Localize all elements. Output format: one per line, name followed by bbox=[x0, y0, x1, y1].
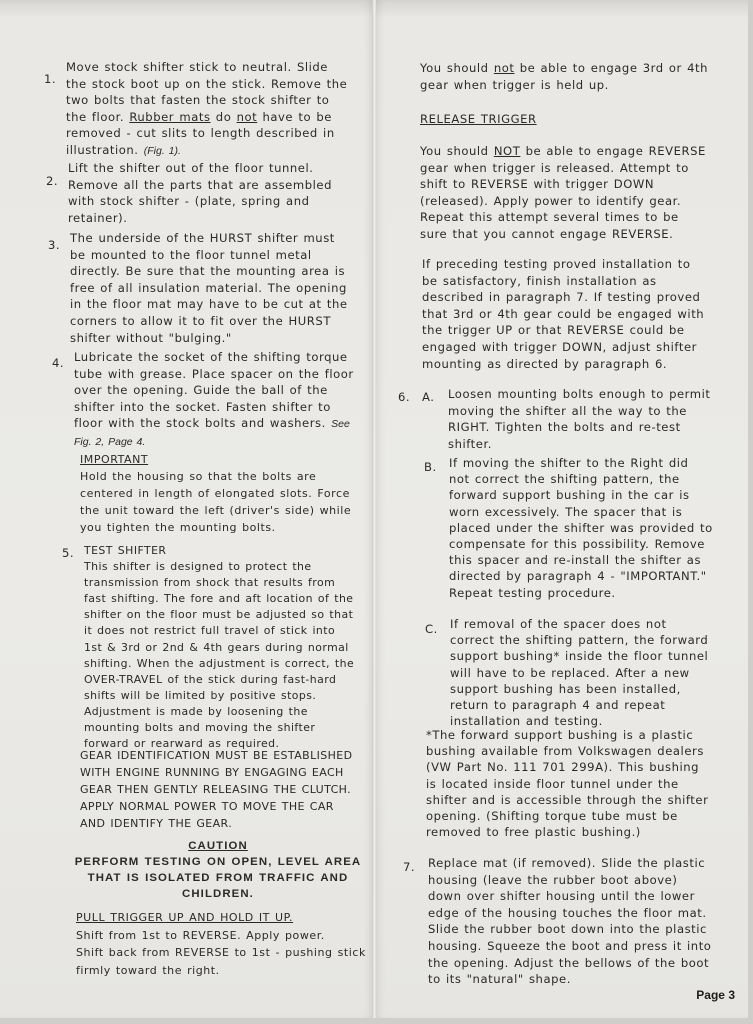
page-edge bbox=[748, 0, 753, 1024]
caution-text: PERFORM TESTING ON OPEN, LEVEL AREA THAT IS ISOLATED FROM TRAFFIC AND CHILDREN. bbox=[74, 856, 362, 900]
caution-block bbox=[70, 838, 366, 902]
not-emphasis: not bbox=[493, 61, 515, 75]
page-number: Page 3 bbox=[696, 988, 735, 1002]
important-heading: IMPORTANT bbox=[80, 453, 149, 466]
step-6c-text: If removal of the spacer does not correct the shifting pattern, the forward support bushing* inside the floor tunnel will have to be replaced. After a new support bushing has been installed, return to paragraph 4 and repeat installation and testing. bbox=[450, 617, 709, 729]
release-trigger-heading-block bbox=[420, 111, 710, 128]
step-7-number: 7. bbox=[403, 860, 416, 874]
not-emphasis: not bbox=[236, 109, 258, 124]
step-3-number: 3. bbox=[48, 238, 61, 252]
page-bottom-edge bbox=[0, 1018, 753, 1024]
caution-heading: CAUTION bbox=[188, 840, 248, 852]
fig-2-reference: See Fig. 2, Page 4. bbox=[74, 418, 350, 448]
important-note bbox=[80, 451, 356, 536]
step-6-number: 6. bbox=[398, 390, 411, 404]
fig-1-reference: (Fig. 1). bbox=[143, 144, 181, 157]
release-trigger-heading: RELEASE TRIGGER bbox=[420, 112, 537, 126]
step-2-number: 2. bbox=[46, 174, 59, 188]
step-6a-text: Loosen mounting bolts enough to permit moving the shifter all the way to the RIGHT. Tighten the bolts and re-test shifter. bbox=[448, 387, 711, 451]
step-6b-text: If moving the shifter to the Right did not correct the shifting pattern, the forward support bushing in the car is worn excessively. The spacer that is placed under the shifter was provided to compensate for this possibility. Remove this spacer and re-install the shifter as directed by paragraph 4 - "IMPORTANT." Repeat testing procedure. bbox=[449, 456, 713, 600]
step-3-text: The underside of the HURST shifter must be mounted to the floor tunnel metal directly. Be sure that the mounting area is free of all insulation material. The opening in the floor mat may have to be cut at the corners to allow it to fit over the HURST shifter without "bulging." bbox=[70, 231, 348, 345]
step-5-text: TEST SHIFTER This shifter is designed to protect the transmission from shock that results from fast shifting. The fore and aft location of the shifter on the floor must be adjusted so that it does not restrict full travel of stick into 1st & 3rd or 2nd & 4th gears during normal shifting. When the adjustment is correct, the OVER-TRAVEL of the stick during fast-hard shifts will be limited by positive stops. Adjustment is made by loosening the mounting bolts and moving the shifter forward or rearward as required. bbox=[84, 543, 358, 752]
not-emphasis: NOT bbox=[493, 144, 521, 158]
step-6c-label: C. bbox=[425, 622, 438, 636]
step-6a-label: A. bbox=[422, 390, 435, 404]
step-1-number: 1. bbox=[44, 72, 57, 86]
bushing-footnote: *The forward support bushing is a plastic bushing available from Volkswagen dealers (VW Part No. 111 701 299A). This bushing is located inside floor tunnel under the shifter and is accessible through the shifter opening. (Shifting torque tube must be removed to free plastic bushing.) bbox=[426, 728, 709, 840]
rubber-mats-emphasis: Rubber mats bbox=[129, 109, 211, 124]
trigger-up-note: You should not be able to engage 3rd or 4th gear when trigger is held up. bbox=[420, 61, 709, 92]
important-text: Hold the housing so that the bolts are centered in length of elongated slots. Force the unit toward the left (driver's side) while you tighten the mounting bolts. bbox=[80, 470, 352, 534]
pull-trigger-heading: PULL TRIGGER UP AND HOLD IT UP. bbox=[76, 911, 294, 924]
step-4-number: 4. bbox=[52, 356, 65, 370]
pull-trigger-block: PULL TRIGGER UP AND HOLD IT UP. Shift from 1st to REVERSE. Apply power. Shift back from REVERSE to 1st - pushing stick firmly toward the right. bbox=[76, 911, 366, 977]
step-2-text: Lift the shifter out of the floor tunnel. Remove all the parts that are assembled with stock shifter - (plate, spring and retainer). bbox=[68, 161, 332, 225]
gear-identification-note: GEAR IDENTIFICATION MUST BE ESTABLISHED WITH ENGINE RUNNING BY ENGAGING EACH GEAR THEN GENTLY RELEASING THE CLUTCH. APPLY NORMAL POWER TO MOVE THE CAR AND IDENTIFY THE GEAR. bbox=[80, 749, 353, 830]
test-shifter-heading: TEST SHIFTER bbox=[84, 544, 167, 557]
step-1-text: Move stock shifter stick to neutral. Slide the stock boot up on the stick. Remove the two bolts that fasten the stock shifter to the floor. Rubber mats do not have to be removed - cut slits to length described in illustration. (Fig. 1). bbox=[66, 60, 348, 157]
release-trigger-text: You should NOT be able to engage REVERSE gear when trigger is released. Attempt to shift to REVERSE with trigger DOWN (released). Apply power to identify gear. Repeat this attempt several times to be sure that you cannot engage REVERSE. bbox=[420, 144, 706, 241]
step-6b-label: B. bbox=[424, 460, 437, 474]
step-4-text: Lubricate the socket of the shifting torque tube with grease. Place spacer on the floor over the opening. Guide the ball of the shifter into the socket. Fasten shifter to floor with the stock bolts and washers. See Fig. 2, Page 4. bbox=[74, 350, 354, 448]
step-7-text: Replace mat (if removed). Slide the plastic housing (leave the rubber boot above) down over shifter housing until the lower edge of the housing touches the floor mat. Slide the rubber boot down into the plastic housing. Squeeze the boot and press it into the opening. Adjust the bellows of the boot to its "natural" shape. bbox=[428, 856, 712, 987]
step-5-number: 5. bbox=[62, 546, 75, 560]
preceding-testing-paragraph: If preceding testing proved installation to be satisfactory, finish installation as described in paragraph 7. If testing proved that 3rd or 4th gear could be engaged with the trigger UP or that REVERSE could be engaged with trigger DOWN, adjust shifter mounting as directed by paragraph 6. bbox=[422, 257, 705, 371]
